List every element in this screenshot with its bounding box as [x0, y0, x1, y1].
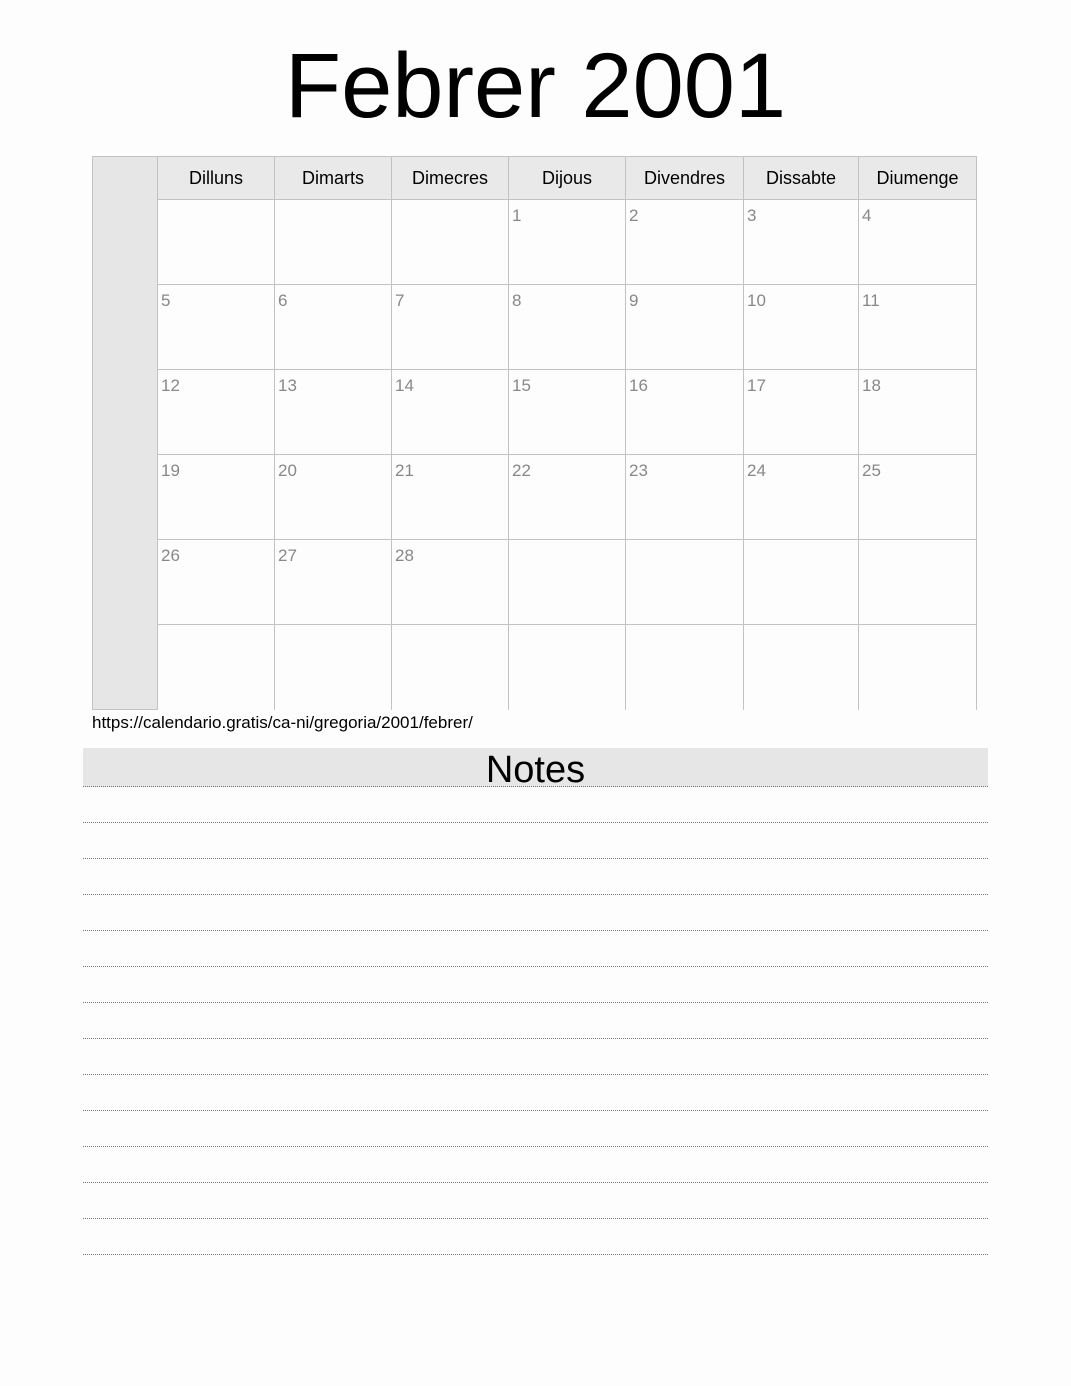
- day-cell: [744, 625, 859, 710]
- note-line: [83, 1039, 988, 1075]
- day-cell: [859, 625, 976, 710]
- calendar-body: [158, 157, 976, 709]
- day-cell: 8: [509, 285, 626, 370]
- day-cell: [392, 200, 509, 285]
- note-line: [83, 1111, 988, 1147]
- day-cell: [744, 540, 859, 625]
- note-line: [83, 1075, 988, 1111]
- note-line: [83, 1183, 988, 1219]
- day-cell: 11: [859, 285, 976, 370]
- weekday-header: Divendres: [626, 157, 744, 200]
- weekday-header: Diumenge: [859, 157, 976, 200]
- day-cell: 19: [158, 455, 275, 540]
- day-cell: 22: [509, 455, 626, 540]
- day-cell: 2: [626, 200, 744, 285]
- day-cell: [275, 625, 392, 710]
- day-cell: 13: [275, 370, 392, 455]
- calendar-grid: [92, 156, 977, 710]
- note-line: [83, 859, 988, 895]
- day-cell: 9: [626, 285, 744, 370]
- weekday-header: Dimecres: [392, 157, 509, 200]
- page-title: Febrer 2001: [284, 35, 787, 137]
- day-cell: 18: [859, 370, 976, 455]
- day-cell: 4: [859, 200, 976, 285]
- day-cell: 14: [392, 370, 509, 455]
- day-cell: 25: [859, 455, 976, 540]
- note-line: [83, 1003, 988, 1039]
- weekday-header: Dijous: [509, 157, 626, 200]
- day-cell: 3: [744, 200, 859, 285]
- note-line: [83, 967, 988, 1003]
- week-number-column: [93, 157, 158, 709]
- weekday-header: Dilluns: [158, 157, 275, 200]
- day-cell: 7: [392, 285, 509, 370]
- day-cell: [158, 200, 275, 285]
- notes-title: Notes: [83, 748, 988, 787]
- day-cell: 20: [275, 455, 392, 540]
- day-cell: 27: [275, 540, 392, 625]
- note-line: [83, 787, 988, 823]
- day-cell: 12: [158, 370, 275, 455]
- day-cell: 21: [392, 455, 509, 540]
- note-line: [83, 1219, 988, 1255]
- day-cell: 16: [626, 370, 744, 455]
- day-cell: [626, 540, 744, 625]
- source-url: https://calendario.gratis/ca-ni/gregoria/2001/febrer/: [92, 713, 473, 732]
- note-line: [83, 931, 988, 967]
- notes-section: [83, 748, 988, 1255]
- day-cell: 17: [744, 370, 859, 455]
- day-cell: 6: [275, 285, 392, 370]
- day-cell: [859, 540, 976, 625]
- day-cell: [626, 625, 744, 710]
- note-line: [83, 1147, 988, 1183]
- day-cell: [158, 625, 275, 710]
- day-cell: 15: [509, 370, 626, 455]
- day-cell: 5: [158, 285, 275, 370]
- weekday-header: Dissabte: [744, 157, 859, 200]
- day-cell: [509, 625, 626, 710]
- note-line: [83, 895, 988, 931]
- day-cell: [509, 540, 626, 625]
- day-cell: [392, 625, 509, 710]
- day-cell: 24: [744, 455, 859, 540]
- day-cell: 28: [392, 540, 509, 625]
- weekday-header: Dimarts: [275, 157, 392, 200]
- day-cell: 26: [158, 540, 275, 625]
- day-cell: [275, 200, 392, 285]
- day-cell: 10: [744, 285, 859, 370]
- day-cell: 23: [626, 455, 744, 540]
- day-cell: 1: [509, 200, 626, 285]
- note-line: [83, 823, 988, 859]
